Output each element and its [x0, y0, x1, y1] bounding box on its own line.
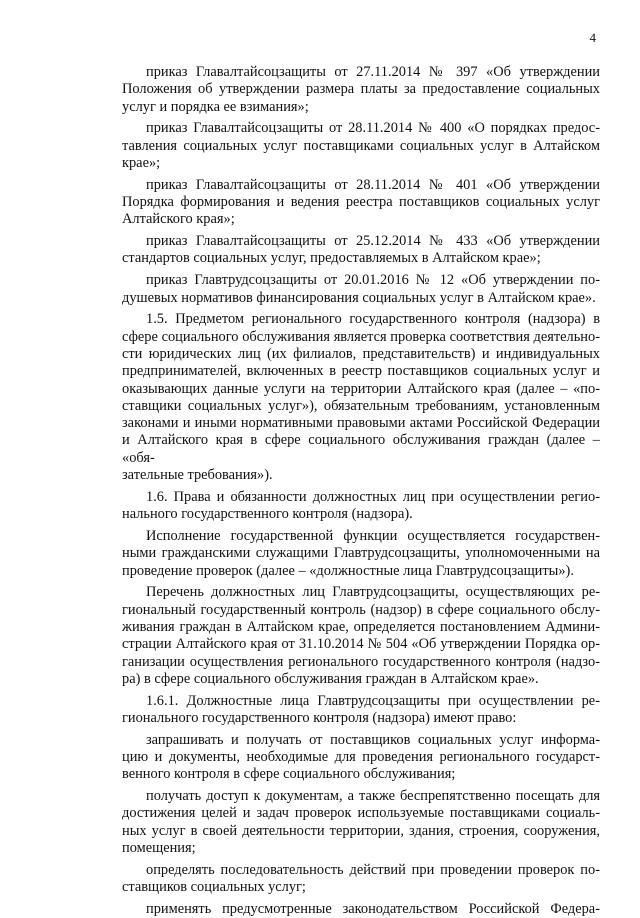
text-line: определять последовательность действий при проведении проверок по- [146, 861, 600, 878]
text-line: Исполнение государственной функции осуществляется государствен- [146, 527, 600, 544]
paragraph [122, 489, 600, 524]
document-body [122, 64, 600, 918]
paragraph [122, 693, 600, 728]
text-line: приказ Главтрудсоцзащиты от 20.01.2016 № 12 «Об утверждении по- [146, 272, 600, 289]
paragraph [122, 233, 600, 268]
text-line: венного контроля в сфере социального обслуживания; [122, 766, 456, 783]
text-line: стандартов социальных услуг, предоставляемых в Алтайском крае»; [122, 250, 541, 267]
text-line: сфере социального обслуживания является проверка соответствия деятельно- [122, 328, 600, 345]
text-line: проведение проверок (далее – «должностные лица Главтрудсоцзащиты»). [122, 562, 574, 579]
text-line: приказ Главалтайсоцзащиты от 25.12.2014 № 433 «Об утверждении [146, 233, 600, 250]
paragraph [122, 788, 600, 857]
text-line: тавления социальных услуг поставщиками социальных услуг в Алтайском [122, 137, 600, 154]
text-line: ганизации осуществления регионального государственного контроля (надзо- [122, 653, 600, 670]
text-line: ных услуг в своей деятельности территории, здания, строения, сооружения, [122, 822, 600, 839]
text-line: Положения об утверждении размера платы за предоставление социальных [122, 81, 600, 98]
text-line: ставщиков социальных услуг; [122, 879, 306, 896]
paragraph [122, 732, 600, 784]
text-line: сти юридических лиц (их филиалов, представительств) и индивидуальных [122, 345, 600, 362]
text-line: законами и иными нормативными правовыми актами Российской Федерации [122, 415, 600, 432]
text-line: гионального государственного контроля (надзора) имеют право: [122, 709, 517, 726]
text-line: гиональный государственный контроль (надзор) в сфере социального обслу- [122, 601, 600, 618]
text-line: нального государственного контроля (надзора). [122, 506, 413, 523]
text-line: Порядка формирования и ведения реестра поставщиков социальных услуг [122, 194, 600, 211]
paragraph [122, 901, 600, 918]
paragraph [122, 584, 600, 688]
text-line: приказ Главалтайсоцзащиты от 28.11.2014 № 400 «О порядках предос- [146, 120, 600, 137]
text-line: ными гражданскими служащими Главтрудсоцзащиты, уполномоченными на [122, 545, 600, 562]
paragraph [122, 177, 600, 229]
text-line: цию и документы, необходимые для проведения регионального государст- [122, 748, 600, 765]
text-line: 1.6.1. Должностные лица Главтрудсоцзащиты при осуществлении ре- [146, 692, 600, 709]
paragraph [122, 311, 600, 484]
text-line: крае»; [122, 154, 161, 171]
text-line: помещения; [122, 839, 196, 856]
text-line: применять предусмотренные законодательством Российской Федера- [146, 900, 600, 917]
text-line: Алтайского края»; [122, 211, 235, 228]
paragraph [122, 528, 600, 580]
text-line: страции Алтайского края от 31.10.2014 № 504 «Об утверждении Порядка ор- [122, 636, 600, 653]
text-line: Перечень должностных лиц Главтрудсоцзащиты, осуществляющих ре- [146, 584, 600, 601]
text-line: получать доступ к документам, а также беспрепятственно посещать для [146, 788, 600, 805]
text-line: ра) в сфере социального обслуживания граждан в Алтайском крае». [122, 670, 539, 687]
text-line: и Алтайского края в сфере социального обслуживания граждан (далее – «обя- [122, 432, 600, 466]
text-line: достижения целей и задач проверок используемые поставщиками социаль- [122, 805, 600, 822]
paragraph [122, 862, 600, 897]
paragraph [122, 64, 600, 116]
text-line: приказ Главалтайсоцзащиты от 27.11.2014 № 397 «Об утверждении [146, 64, 600, 80]
text-line: услуг и порядка ее взимания»; [122, 98, 309, 115]
text-line: предпринимателей, включенных в реестр поставщиков социальных услуг и [122, 363, 600, 380]
text-line: оказывающих данные услуги на территории Алтайского края (далее – «по- [122, 380, 600, 397]
text-line: приказ Главалтайсоцзащиты от 28.11.2014 № 401 «Об утверждении [146, 176, 600, 193]
text-line: живания граждан в Алтайском крае, определяется постановлением Админи- [122, 618, 600, 635]
paragraph [122, 272, 600, 307]
text-line: зательные требования»). [122, 467, 273, 484]
text-line: запрашивать и получать от поставщиков социальных услуг информа- [146, 731, 600, 748]
text-line: ставщики социальных услуг»), обязательным требованиям, установленным [122, 397, 600, 414]
text-line: 1.6. Права и обязанности должностных лиц при осуществлении регио- [146, 488, 600, 505]
text-line: душевых нормативов финансирования социальных услуг в Алтайском крае». [122, 289, 596, 306]
text-line: 1.5. Предметом регионального государственного контроля (надзора) в [146, 311, 600, 328]
page-number: 4 [589, 30, 596, 45]
paragraph [122, 120, 600, 172]
